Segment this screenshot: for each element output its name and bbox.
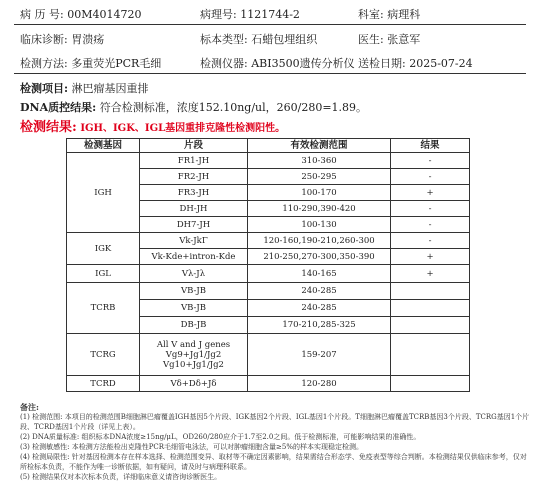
- range-cell: 120-160,190-210,260-300: [248, 233, 391, 249]
- header-range: 有效检测范围: [248, 139, 391, 153]
- range-cell: 170-210,285-325: [248, 317, 391, 334]
- test-item-label: 检测项目:: [20, 82, 69, 95]
- fragment-cell: VB-JB: [140, 300, 248, 317]
- result-cell: -: [391, 217, 470, 233]
- result-cell: -: [391, 169, 470, 185]
- fragment-line: Vg10+Jg1/Jg2: [163, 359, 224, 370]
- fragment-cell: Vk-Kde+intron-Kde: [140, 249, 248, 265]
- notes-title: 备注:: [20, 402, 39, 412]
- test-item: [20, 80, 149, 96]
- result-cell: [391, 283, 470, 300]
- instrument: 检测仪器: ABI3500遗传分析仪: [200, 57, 355, 70]
- test-item-value: 淋巴瘤基因重排: [71, 82, 149, 95]
- note-item: (2) DNA质量标准: 组织标本DNA浓度≥15ng/μL，OD260/280应介于1.7至2.0之间。低于检测标准，可能影响结果的准确性。: [20, 433, 421, 441]
- header-divider: [14, 73, 526, 74]
- result-cell: +: [391, 249, 470, 265]
- fragment-line: Vg9+Jg1/Jg2: [165, 349, 222, 360]
- table-header-row: [67, 139, 470, 153]
- note-item: (4) 检测局限性: 针对基因检测本存在样本选择、检测范围变异、取材等不确定因素影响，结果需结合形态学、免疫表型等综合判断。本检测结果仅供临床参考，仅对所检标本负责，不能作为唯一诊断依据，如有疑问，请及时与病理科联系。: [20, 453, 527, 471]
- fragment-cell: FR2-JH: [140, 169, 248, 185]
- table-row: [67, 334, 470, 376]
- range-cell: 140-165: [248, 265, 391, 283]
- note-item: (5) 检测结果仅对本次标本负责，详细临床意义请咨询诊断医生。: [20, 473, 222, 481]
- result-cell: +: [391, 185, 470, 201]
- result-cell: [391, 334, 470, 376]
- gene-cell: IGH: [67, 153, 140, 233]
- department: 科室: 病理科: [358, 8, 421, 21]
- range-cell: 100-170: [248, 185, 391, 201]
- range-cell: 110-290,390-420: [248, 201, 391, 217]
- doctor: 医生: 张意军: [358, 33, 421, 46]
- note-item: (3) 检测敏感性: 本检测方法能检出克隆性PCR毛细管电泳法，可以对肿瘤细胞含量≥5%的样本实现稳定检测。: [20, 443, 364, 451]
- results-table: [66, 138, 470, 392]
- fragment-cell: VB-JB: [140, 283, 248, 300]
- result-cell: [391, 376, 470, 392]
- header-result: 结果: [391, 139, 470, 153]
- pathology-id: 病理号: 1121744-2: [200, 8, 300, 21]
- header-divider: [14, 24, 526, 25]
- gene-cell: TCRD: [67, 376, 140, 392]
- table-row: [67, 265, 470, 283]
- fragment-cell: Vλ-Jλ: [140, 265, 248, 283]
- dna-qc: [20, 99, 367, 115]
- patient-id: 病 历 号: 00M4014720: [20, 8, 142, 21]
- fragment-cell: [140, 334, 248, 376]
- result-cell: [391, 317, 470, 334]
- test-result: [20, 116, 285, 135]
- gene-cell: TCRB: [67, 283, 140, 334]
- fragment-cell: FR3-JH: [140, 185, 248, 201]
- table-row: [67, 283, 470, 300]
- result-cell: -: [391, 233, 470, 249]
- result-cell: -: [391, 153, 470, 169]
- range-cell: 240-285: [248, 283, 391, 300]
- result-cell: +: [391, 265, 470, 283]
- table-row: [67, 233, 470, 249]
- fragment-cell: DB-JB: [140, 317, 248, 334]
- gene-cell: TCRG: [67, 334, 140, 376]
- clinical-diagnosis: 临床诊断: 胃溃疡: [20, 33, 105, 46]
- range-cell: 250-295: [248, 169, 391, 185]
- table-row: [67, 153, 470, 169]
- table-row: [67, 376, 470, 392]
- fragment-cell: Vk-JkΓ: [140, 233, 248, 249]
- test-method: 检测方法: 多重荧光PCR毛细: [20, 57, 162, 70]
- gene-cell: IGK: [67, 233, 140, 265]
- gene-cell: IGL: [67, 265, 140, 283]
- header-gene: 检测基因: [67, 139, 140, 153]
- range-cell: 240-285: [248, 300, 391, 317]
- fragment-cell: FR1-JH: [140, 153, 248, 169]
- specimen-type: 标本类型: 石蜡包埋组织: [200, 33, 318, 46]
- fragment-line: All V and J genes: [156, 339, 231, 350]
- fragment-cell: DH7-JH: [140, 217, 248, 233]
- dna-qc-label: DNA质控结果:: [20, 101, 97, 114]
- fragment-cell: DH-JH: [140, 201, 248, 217]
- result-cell: [391, 300, 470, 317]
- fragment-cell: Vδ+Dδ+Jδ: [140, 376, 248, 392]
- result-value: IGH、IGK、IGL基因重排克隆性检测阳性。: [80, 123, 286, 134]
- range-cell: 310-360: [248, 153, 391, 169]
- result-label: 检测结果:: [20, 120, 77, 135]
- dna-qc-value: 符合检测标准，浓度152.10ng/ul，260/280=1.89。: [99, 101, 368, 114]
- notes: [20, 402, 530, 482]
- range-cell: 120-280: [248, 376, 391, 392]
- range-cell: 100-130: [248, 217, 391, 233]
- range-cell: 210-250,270-300,350-390: [248, 249, 391, 265]
- result-cell: -: [391, 201, 470, 217]
- send-date: 送检日期: 2025-07-24: [358, 57, 473, 70]
- note-item: (1) 检测范围: 本项目的检测范围B细胞淋巴瘤覆盖IGH基因5个片段、IGK基因2个片段、IGL基因1个片段。T细胞淋巴瘤覆盖TCRB基因3个片段、TCRG基因1个片段、TCRD基因1个片段（详见上表）。: [20, 413, 530, 431]
- header-fragment: 片段: [140, 139, 248, 153]
- range-cell: 159-207: [248, 334, 391, 376]
